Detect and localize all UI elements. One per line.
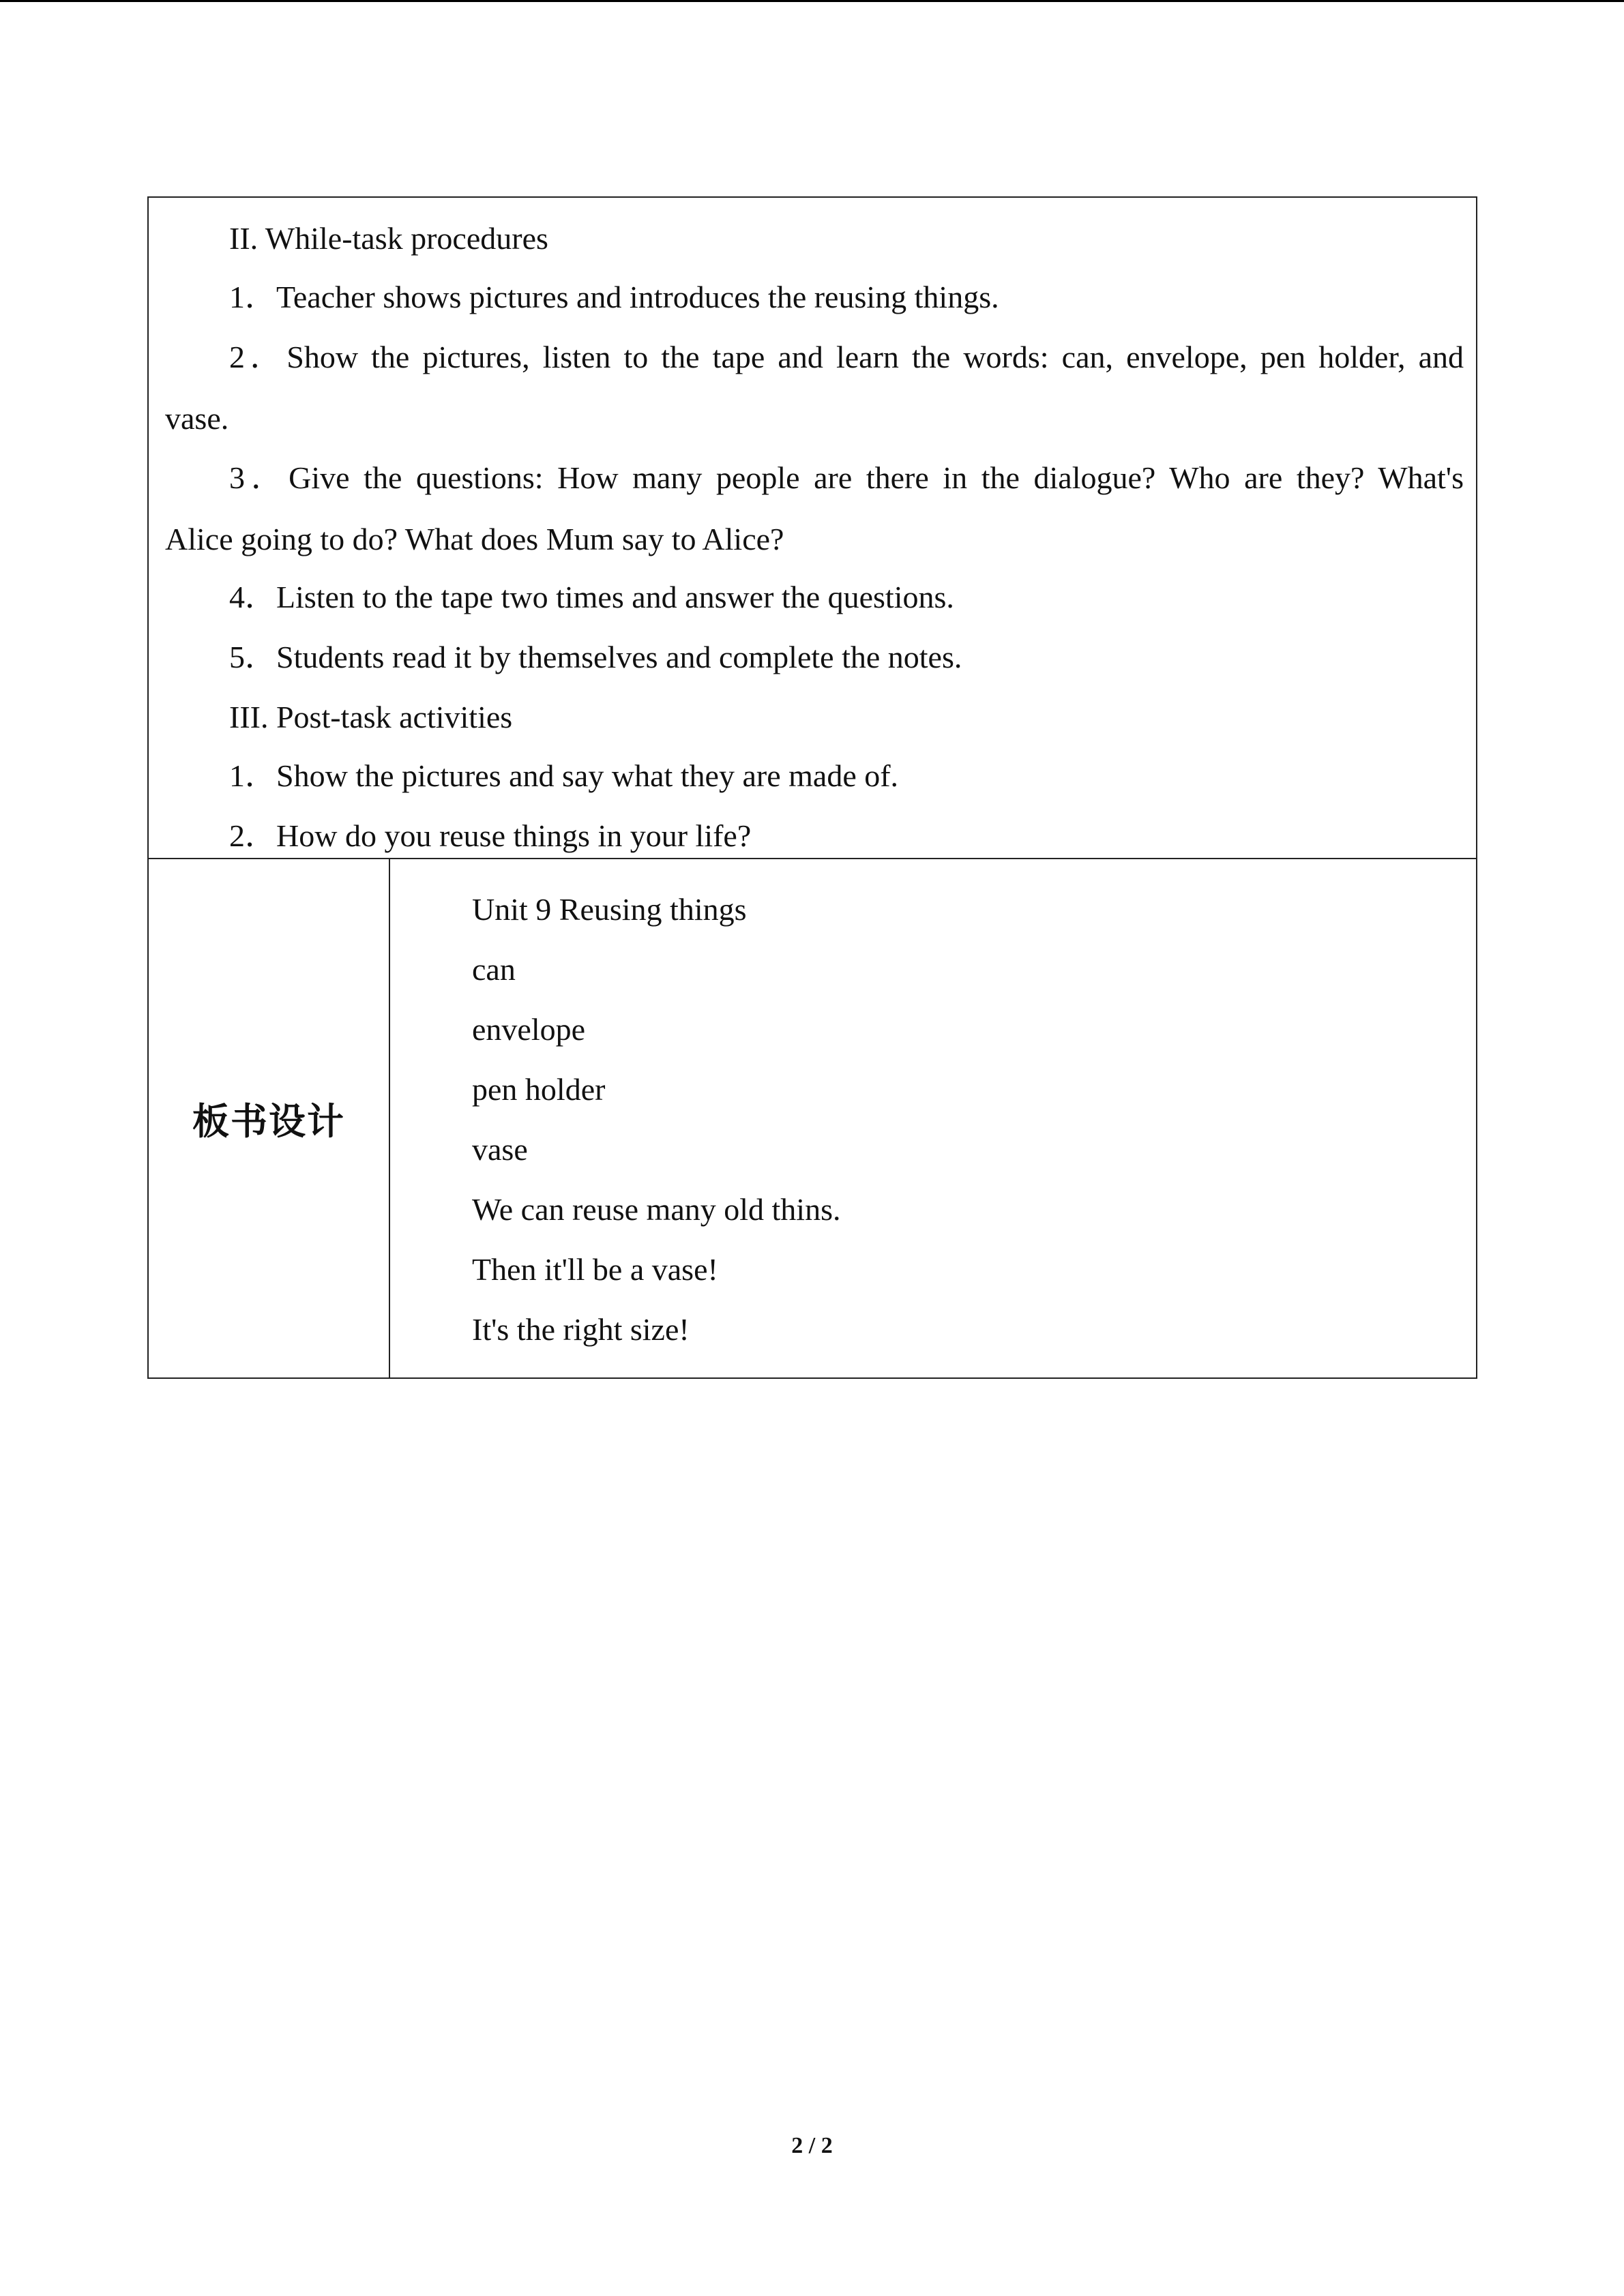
while-item-3: 3．Give the questions: How many people are there in the dialogue? Who are they? What's (229, 460, 1464, 495)
board-line-sentence-2: Then it'll be a vase! (472, 1252, 718, 1287)
board-line-vase: vase (472, 1132, 528, 1167)
while-task-heading: II. While-task procedures (229, 221, 548, 256)
board-design-row (149, 859, 1476, 1377)
board-design-content (472, 880, 840, 1360)
post-task-heading: III. Post-task activities (229, 700, 513, 734)
board-line-can: can (472, 952, 516, 987)
board-line-title: Unit 9 Reusing things (472, 892, 747, 927)
board-line-sentence-1: We can reuse many old thins. (472, 1192, 841, 1227)
board-design-label: 板书设计 (149, 859, 390, 1377)
while-item-5: 5．Students read it by themselves and complete the notes. (229, 640, 962, 674)
procedures-cell (149, 198, 1476, 859)
post-item-2: 2．How do you reuse things in your life? (229, 818, 752, 853)
while-item-3-cont: Alice going to do? What does Mum say to Alice? (165, 522, 784, 556)
while-item-2-cont: vase. (165, 401, 229, 436)
post-item-1: 1．Show the pictures and say what they are made of. (229, 758, 899, 793)
while-item-4: 4．Listen to the tape two times and answer the questions. (229, 580, 954, 614)
while-item-1: 1．Teacher shows pictures and introduces the reusing things. (229, 280, 999, 314)
board-line-pen-holder: pen holder (472, 1072, 606, 1107)
lesson-plan-table (147, 196, 1477, 1379)
board-line-sentence-3: It's the right size! (472, 1312, 690, 1347)
page-number: 2 / 2 (791, 2133, 833, 2158)
while-item-2: 2．Show the pictures, listen to the tape and learn the words: can, envelope, pen holder, and (229, 340, 1464, 374)
top-border-rule (0, 0, 1624, 2)
board-line-envelope: envelope (472, 1012, 586, 1047)
